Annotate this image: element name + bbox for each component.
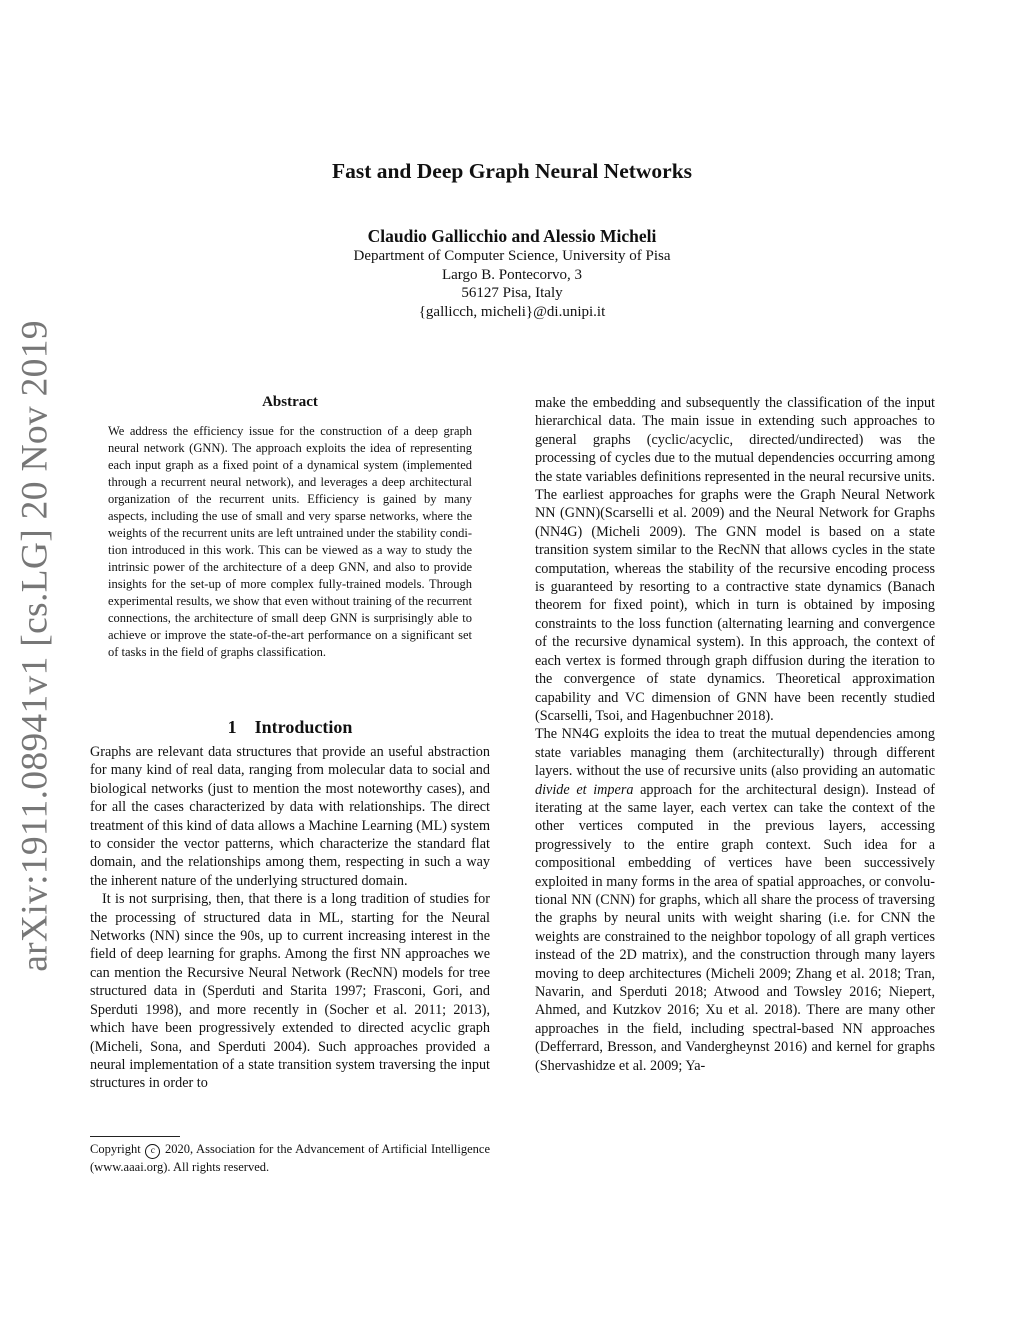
- authors: Claudio Gallicchio and Alessio Micheli: [367, 226, 657, 246]
- footnote-rule: [90, 1136, 180, 1137]
- affiliation-email: {gallicch, micheli}@di.unipi.it: [418, 303, 606, 320]
- italic-term: divide et impera: [535, 781, 634, 798]
- arxiv-stamp: [0, 320, 70, 972]
- footnote-prefix: Copyright: [90, 1142, 141, 1156]
- copyright-footnote: [90, 1141, 490, 1176]
- body-paragraph: make the embedding and subsequently the classification of the input hierarchical data. The main issue in extending such approaches to general graphs (cyclic/acyclic, directed/undirected) was the processing of cycles due to the mutual dependencies occurring among the state variables definitions represented in the neural recursive units. The earliest approaches for graphs were the Graph Neural Network NN (GNN)(Scarselli et al. 2009) and the Neural Network for Graphs (NN4G) (Micheli 2009). The GNN model is based on a state transition system similar to the RecNN that allows cycles in the state computation, whereas the stability of the recursive encoding process is guaranteed by resorting to a contractive state dynamics (Banach theorem for fixed point), which in turn is obtained by imposing constraints to the loss function (alternating learning and convergence of the recursive dynamical system). In this approach, the context of each vertex is formed through graph diffusion during the iteration to the convergence of state dynamics. Theoretical approximation capability and VC dimension of GNN have been recently studied (Scarselli, Tsoi, and Hagenbuchner 2018).: [535, 395, 935, 724]
- paper-title: Fast and Deep Graph Neural Networks: [331, 159, 693, 183]
- abstract-heading: Abstract: [262, 394, 318, 410]
- arxiv-id: arXiv:1911.08941v1 [cs.LG] 20 Nov 2019: [14, 320, 56, 972]
- intro-paragraph: Graphs are relevant data structures that provide an useful abstraction for many kind of real data, ranging from molecular data to social and biological networks (just to mention the most noteworthy cases), and for all the cases characterized by data with relationships. The direct treatment of this kind of data allows a Machine Learning (ML) system to consider the vector patterns, which characterize the standard flat domain, and the relationships among them, respecting in such a way the inherent nature of the underlying structured domain.: [90, 744, 490, 889]
- right-column: [535, 394, 935, 1075]
- affiliation-city: 56127 Pisa, Italy: [461, 285, 563, 301]
- left-column: [90, 743, 490, 1093]
- section-title: Introduction: [254, 717, 353, 737]
- footnote-text: 2020, Association for the Advancement of Artificial Intelligence (www.aaai.org). All rights reserved.: [90, 1142, 491, 1174]
- abstract-body: [108, 423, 472, 661]
- body-paragraph: [535, 725, 935, 1075]
- section-number: 1: [227, 717, 237, 737]
- affiliation-department: Department of Computer Science, University of Pisa: [353, 248, 671, 264]
- body-text: approach for the architectural design). Instead of iterating at the same layer, each vertex can take the context of the other vertices computed in the previous layers, accessing progressively to the entire graph context. Such idea for a compositional embedding of vertices have been successively exploited in many forms in the area of spatial approaches, or convolutional NN (CNN) for graphs, which all share the process of traversing the graphs by neural units with weight sharing (i.e. for CNN the weights are constrained to the neighbor topology of all graph vertices instead of the 2D matrix), and the construction through many layers moving to deep architectures (Micheli 2009; Zhang et al. 2018; Tran, Navarin, and Sperduti 2018; Atwood and Towsley 2016; Niepert, Ahmed, and Kutzkov 2016; Xu et al. 2018). There are many other approaches in the field, including spectral-based NN approaches (Defferrard, Bresson, and Vandergheynst 2016) and kernel for graphs (Shervashidze et al. 2009; Ya-: [535, 781, 935, 1074]
- affiliation: [0, 247, 1024, 321]
- section-heading-introduction: [90, 717, 490, 738]
- copyright-symbol-icon: c: [145, 1144, 160, 1159]
- body-text: The NN4G exploits the idea to treat the mutual dependencies among state variables managing them (architecturally) through different layers. without the use of recursive units (also providing an automatic: [535, 726, 935, 780]
- abstract-text: We address the efficiency issue for the construction of a deep graph neural network (GNN). The approach exploits the idea of representing each input graph as a fixed point of a dynamical system (implemented through a recurrent neural network), and leverages a deep architectural organization of the recurrent units. Efficiency is gained by many aspects, including the use of small and very sparse networks, where the weights of the recurrent units are left untrained under the stability condition introduced in this work. This can be viewed as a way to study the intrinsic power of the architecture of a deep GNN, and also to provide insights for the set-up of more complex fully-trained models. Through experimental results, we show that even without training of the recurrent connections, the architecture of small deep GNN is surprisingly able to achieve or improve the state-of-the-art performance on a significant set of tasks in the field of graphs classification.: [108, 424, 472, 659]
- affiliation-street: Largo B. Pontecorvo, 3: [441, 266, 583, 283]
- intro-paragraph: It is not surprising, then, that there is a long tradition of studies for the processing of structured data in ML, starting for the Neural Networks (NN) since the 90s, up to current increasing interest in the field of deep learning for graphs. Among the first NN approaches we can mention the Recursive Neural Network (RecNN) models for tree structured data in (Sperduti and Starita 1997; Frasconi, Gori, and Sperduti 1998), and more recently in (Socher et al. 2011; 2013), which have been progressively extended to directed acyclic graph (Micheli, Sona, and Sperduti 2004). Such approaches provided a neural implementation of a state transition system traversing the input structures in order to: [90, 891, 490, 1092]
